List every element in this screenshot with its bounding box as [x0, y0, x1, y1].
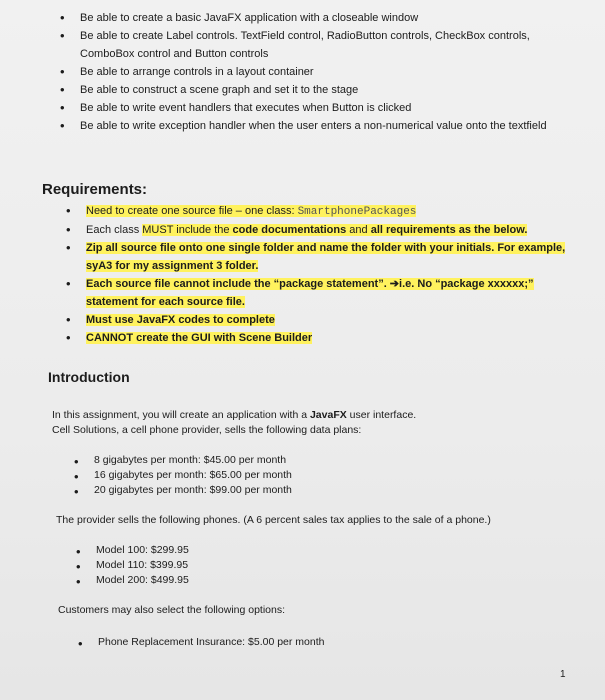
- list-item: • Must use JavaFX codes to complete: [66, 312, 275, 327]
- list-item: • Model 200: $499.95: [76, 574, 189, 589]
- list-item: • Be able to construct a scene graph and set it to the stage: [60, 82, 359, 97]
- list-item: • Zip all source file onto one single folder and name the folder with your initials. For example, syA3 for my assignment 3 folder.: [66, 240, 566, 272]
- bullet-icon: •: [74, 484, 79, 499]
- bullet-icon: •: [76, 574, 81, 589]
- list-item: • Be able to arrange controls in a layout container: [60, 64, 314, 79]
- plans-intro: Cell Solutions, a cell phone provider, sells the following data plans:: [52, 424, 362, 436]
- page-number: 1: [560, 669, 566, 680]
- bullet-icon: •: [60, 10, 65, 25]
- bullet-icon: •: [74, 454, 79, 469]
- bullet-icon: •: [66, 312, 71, 327]
- list-item: • Be able to write event handlers that executes when Button is clicked: [60, 100, 412, 115]
- requirements-list: [0, 202, 605, 347]
- requirements-heading: Requirements:: [42, 181, 148, 198]
- list-item: • Be able to create Label controls. TextField control, RadioButton controls, CheckBox controls, ComboBox control and Button controls: [60, 28, 530, 60]
- bullet-icon: •: [60, 64, 65, 79]
- bullet-icon: •: [60, 28, 65, 43]
- options-intro: Customers may also select the following options:: [58, 604, 286, 616]
- bullet-icon: •: [66, 222, 71, 237]
- list-item: • Phone Replacement Insurance: $5.00 per month: [78, 636, 325, 651]
- bullet-icon: •: [76, 559, 81, 574]
- intro-paragraph: In this assignment, you will create an application with a JavaFX user interface.: [52, 409, 417, 421]
- bullet-icon: •: [78, 636, 83, 651]
- bullet-icon: •: [66, 330, 71, 345]
- data-plans-list: [0, 453, 605, 498]
- bullet-icon: •: [76, 544, 81, 559]
- bullet-icon: •: [66, 276, 71, 291]
- bullet-icon: •: [60, 118, 65, 133]
- list-item: • Each class MUST include the code documentations and all requirements as the below.: [66, 222, 528, 237]
- introduction-heading: Introduction: [48, 369, 130, 385]
- list-item: • Be able to write exception handler when the user enters a non-numerical value onto the textfield: [60, 118, 547, 133]
- list-item: • CANNOT create the GUI with Scene Builder: [66, 330, 313, 345]
- bullet-icon: •: [60, 100, 65, 115]
- options-list: [0, 635, 605, 650]
- list-item: • Be able to create a basic JavaFX application with a closeable window: [60, 10, 419, 25]
- list-item: • 20 gigabytes per month: $99.00 per month: [74, 484, 292, 499]
- bullet-icon: •: [60, 82, 65, 97]
- list-item: • 16 gigabytes per month: $65.00 per month: [74, 469, 292, 484]
- list-item: • Each source file cannot include the “package statement”. ➔i.e. No “package xxxxxx;” statement for each source file.: [66, 276, 534, 308]
- list-item: • Model 110: $399.95: [76, 559, 189, 574]
- bullet-icon: •: [66, 240, 71, 255]
- bullet-icon: •: [66, 203, 71, 218]
- list-item: • Need to create one source file – one class: SmartphonePackages: [66, 203, 417, 218]
- phones-intro: The provider sells the following phones. (A 6 percent sales tax applies to the sale of a phone.): [56, 514, 491, 526]
- list-item: • Model 100: $299.95: [76, 544, 189, 559]
- objectives-list: [0, 9, 605, 135]
- phones-list: [0, 543, 605, 588]
- list-item: • 8 gigabytes per month: $45.00 per month: [74, 454, 287, 469]
- bullet-icon: •: [74, 469, 79, 484]
